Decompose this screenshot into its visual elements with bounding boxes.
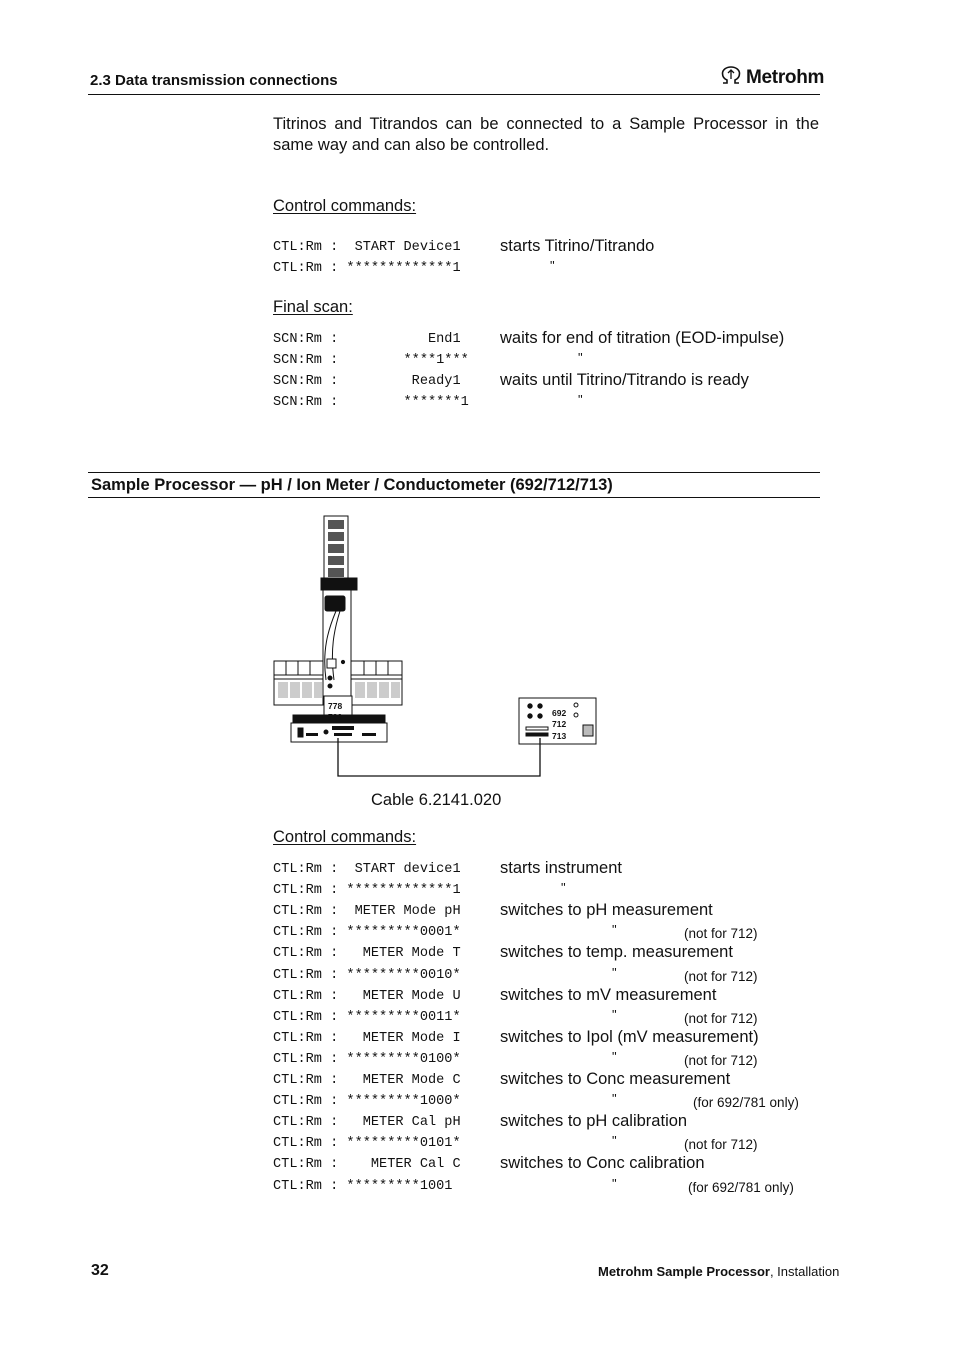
code-line: CTL:Rm : *********1001 [273,1178,453,1194]
code-line: CTL:Rm : METER Mode pH [273,904,461,920]
ditto-mark: " [612,1091,617,1107]
command-description: starts Titrino/Titrando [500,237,655,255]
command-description: starts instrument [500,859,622,877]
code-line: SCN:Rm : *******1 [273,395,469,410]
meter-label-712: 712 [552,719,567,729]
command-note: (not for 712) [684,968,758,984]
section-header-title: 2.3 Data transmission connections [90,72,338,89]
code-line: CTL:Rm : METER Cal C [273,1157,461,1173]
command-note: (not for 712) [684,1052,758,1068]
ditto-mark: " [612,964,617,980]
code-line: CTL:Rm : METER Mode I [273,1030,461,1046]
page-number: 32 [91,1262,109,1279]
section-rule-bottom [88,497,820,498]
code-line: CTL:Rm : *********1000* [273,1094,461,1110]
footer-doc-title-bold: Metrohm Sample Processor [598,1264,770,1279]
header-rule [88,94,820,95]
code-line: CTL:Rm : METER Mode T [273,946,461,962]
footer-doc-title [598,1264,839,1279]
code-line: CTL:Rm : METER Mode C [273,1073,461,1088]
command-description: switches to Ipol (mV measurement) [500,1027,759,1046]
ditto-mark: " [612,1175,617,1191]
ditto-mark: " [550,258,555,273]
command-note: (not for 712) [684,1137,758,1153]
connection-diagram [260,510,620,790]
code-line: SCN:Rm : Ready1 [273,374,461,389]
metrohm-omega-icon [720,66,742,90]
command-note: (not for 712) [684,926,758,942]
code-line: CTL:Rm : *********0010* [273,967,461,983]
command-note: (for 692/781 only) [693,1095,799,1111]
code-line: CTL:Rm : *********0001* [273,925,461,941]
ditto-mark: " [561,880,566,896]
intro-paragraph: Titrinos and Titrandos can be connected to a Sample Processor in the same way and can also be controlled. [273,115,819,154]
section-rule-top [88,472,820,473]
section-title: Sample Processor — pH / Ion Meter / Conductometer (692/712/713) [91,476,613,494]
ditto-mark: " [612,1048,617,1064]
processor-label-778: 778 [328,701,343,711]
ditto-mark: " [612,922,617,938]
command-description: switches to pH measurement [500,901,713,920]
ditto-mark: " [578,350,583,365]
code-line: CTL:Rm : START Device1 [273,240,461,255]
code-line: CTL:Rm : METER Mode U [273,988,461,1004]
ditto-mark: " [578,392,583,407]
processor-label-789: 789 [328,712,343,722]
cable-line [338,738,540,776]
ditto-mark: " [612,1133,617,1149]
cable-label: Cable 6.2141.020 [371,791,502,809]
command-note: (not for 712) [684,1010,758,1026]
meter-label-692: 692 [552,708,567,718]
brand-logo [720,66,824,90]
code-line: SCN:Rm : End1 [273,332,461,347]
command-description: switches to temp. measurement [500,943,733,962]
final-scan-heading: Final scan: [273,298,353,316]
command-description: switches to Conc calibration [500,1154,705,1173]
footer-doc-title-rest: , Installation [769,1264,840,1279]
code-line: CTL:Rm : METER Cal pH [273,1115,461,1131]
code-line: CTL:Rm : *********0101* [273,1136,461,1152]
control-commands-heading: Control commands: [273,197,417,215]
command-description: switches to Conc measurement [500,1070,731,1088]
command-description: waits until Titrino/Titrando is ready [500,371,749,389]
code-line: CTL:Rm : *************1 [273,883,461,899]
command-note: (for 692/781 only) [688,1179,794,1195]
code-line: CTL:Rm : START device1 [273,862,461,877]
ditto-mark: " [612,1006,617,1022]
command-description: waits for end of titration (EOD-impulse) [500,329,785,347]
code-line: CTL:Rm : *********0100* [273,1051,461,1067]
command-description: switches to pH calibration [500,1112,688,1131]
control-commands-heading: Control commands: [273,828,417,846]
meter-label-713: 713 [552,731,567,741]
code-line: SCN:Rm : ****1*** [273,353,469,368]
brand-name: Metrohm [746,67,825,88]
command-description: switches to mV measurement [500,985,717,1004]
code-line: CTL:Rm : *********0011* [273,1009,461,1025]
code-line: CTL:Rm : *************1 [273,261,461,276]
